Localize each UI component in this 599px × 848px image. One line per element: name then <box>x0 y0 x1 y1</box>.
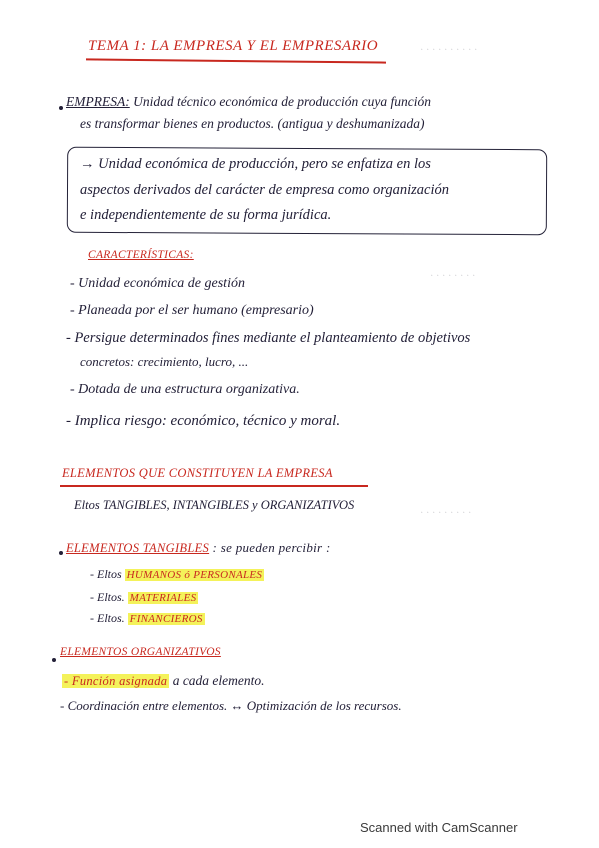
camscanner-watermark: Scanned with CamScanner <box>360 820 518 835</box>
caracteristicas-heading: CARACTERÍSTICAS: <box>88 249 194 261</box>
organizativo-rest: a cada elemento. <box>172 673 265 688</box>
bleed-through-text: · · · · · · · · · <box>420 505 471 519</box>
organizativos-heading: ELEMENTOS ORGANIZATIVOS <box>60 646 221 658</box>
empresa-line1-text: Unidad técnico económica de producción cuya función <box>133 94 432 109</box>
tangible-item-prefix: - Eltos. <box>90 590 125 604</box>
bleed-through-text: · · · · · · · · · · <box>420 42 477 56</box>
tangible-item <box>90 567 264 582</box>
caracteristica-item: concretos: crecimiento, lucro, ... <box>80 354 249 369</box>
organizativo-item: - Coordinación entre elementos. ↔ Optimización de los recursos. <box>60 698 402 713</box>
title-underline <box>86 58 386 63</box>
organizativo-item <box>62 673 265 689</box>
tangibles-line <box>66 540 331 556</box>
caracteristica-item: - Implica riesgo: económico, técnico y moral. <box>66 413 341 429</box>
tangible-item <box>90 611 205 626</box>
elementos-heading: ELEMENTOS QUE CONSTITUYEN LA EMPRESA <box>62 466 333 480</box>
tangible-item-prefix: - Eltos. <box>90 611 125 625</box>
tangible-item-highlight: MATERIALES <box>129 592 197 604</box>
page-title: TEMA 1: LA EMPRESA Y EL EMPRESARIO <box>88 38 379 54</box>
caracteristica-item: - Unidad económica de gestión <box>70 276 245 291</box>
caracteristica-item: - Persigue determinados fines mediante el planteamiento de objetivos <box>66 330 471 346</box>
empresa-definition-line2: es transformar bienes en productos. (antigua y deshumanizada) <box>80 116 425 131</box>
tangibles-heading: ELEMENTOS TANGIBLES <box>66 541 210 555</box>
tangible-item <box>90 590 198 605</box>
bullet-dot <box>59 106 63 110</box>
empresa-definition-line1 <box>66 94 431 110</box>
box-line3: e independientemente de su forma jurídica. <box>80 207 332 223</box>
tangible-item-highlight: HUMANOS ó PERSONALES <box>126 569 263 581</box>
caracteristica-item: - Planeada por el ser humano (empresario) <box>70 303 314 318</box>
box-line2: aspectos derivados del carácter de empresa como organización <box>80 182 450 198</box>
empresa-label: EMPRESA: <box>66 94 130 109</box>
box-line1: → Unidad económica de producción, pero se enfatiza en los <box>80 156 431 172</box>
tangibles-suffix: : se pueden percibir : <box>212 540 331 555</box>
bullet-dot <box>59 551 63 555</box>
bleed-through-text: · · · · · · · · <box>430 268 475 282</box>
bullet-dot <box>52 658 56 662</box>
organizativo-highlight: - Función asignada <box>64 674 168 688</box>
elementos-subtitle: Eltos TANGIBLES, INTANGIBLES y ORGANIZATIVOS <box>74 498 355 512</box>
tangible-item-highlight: FINANCIEROS <box>129 613 203 625</box>
tangible-item-prefix: - Eltos <box>90 567 122 581</box>
caracteristica-item: - Dotada de una estructura organizativa. <box>70 382 300 397</box>
elementos-underline <box>60 485 368 487</box>
